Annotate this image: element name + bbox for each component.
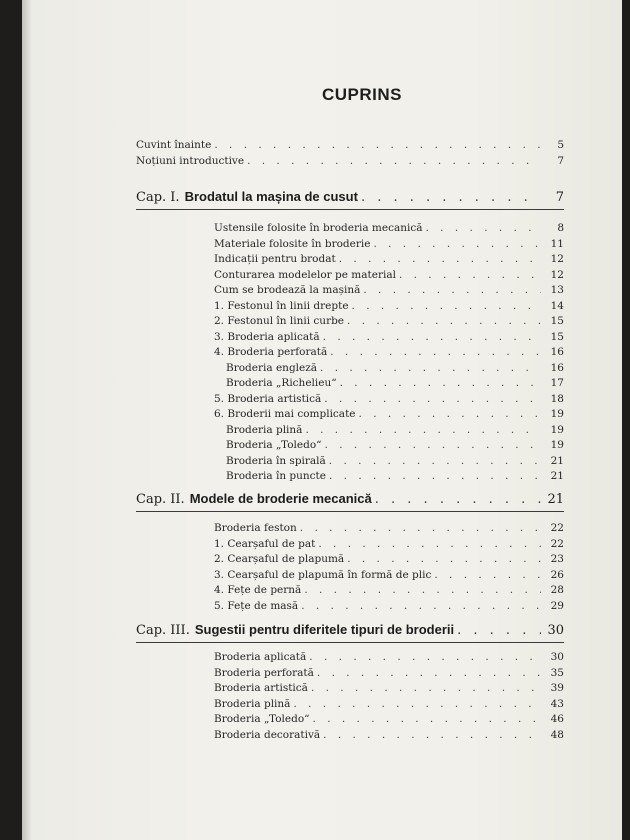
toc-entry-page: 19	[550, 408, 564, 420]
toc-entry-label: Broderia decorativă	[214, 728, 321, 741]
leader-dots	[323, 728, 541, 742]
leader-dots	[317, 666, 541, 680]
book-page	[22, 0, 622, 840]
toc-entry-label: 4. Fețe de pernă	[214, 584, 302, 596]
toc-entry-page: 22	[550, 522, 564, 534]
toc-entry-page: 16	[550, 361, 564, 374]
leader-dots	[434, 568, 541, 582]
leader-dots	[301, 599, 541, 613]
toc-entry	[214, 330, 564, 344]
toc-entry-page: 46	[550, 713, 564, 725]
toc-entry-label: 4. Broderia perforată	[214, 346, 328, 358]
toc-entry-label: Broderia plină	[214, 697, 291, 710]
toc-entry-page: 15	[550, 330, 564, 343]
toc-entry	[226, 469, 564, 483]
toc-entry	[214, 568, 564, 582]
toc-entry	[214, 237, 564, 251]
toc-entry-page: 19	[550, 439, 564, 451]
leader-dots	[214, 138, 541, 152]
toc-entry-page: 21	[550, 470, 564, 482]
toc-entry-page: 35	[550, 666, 564, 679]
toc-entry-page: 11	[550, 237, 564, 250]
toc-entry	[214, 697, 564, 711]
toc-entry	[226, 361, 564, 375]
toc-entry-label: Broderia engleză	[226, 361, 318, 374]
leader-dots	[293, 697, 541, 711]
toc-entry-label: Conturarea modelelor pe material	[214, 268, 396, 281]
leader-dots	[309, 650, 541, 664]
toc-entry-page: 13	[550, 284, 564, 296]
toc-entry-label: 2. Cearșaful de plapumă	[214, 553, 345, 565]
toc-entry-label: Broderia perforată	[214, 666, 314, 679]
toc-entry-label: Materiale folosite în broderie	[214, 237, 371, 250]
toc-entry-label: 3. Broderia aplicată	[214, 330, 320, 343]
toc-entry	[214, 552, 564, 566]
toc-entry-page: 5	[557, 139, 564, 151]
leader-dots	[329, 454, 541, 468]
chapter-page: 30	[547, 623, 564, 638]
toc-entry	[214, 345, 564, 359]
toc-entry-label: 2. Festonul în linii curbe	[214, 315, 345, 327]
toc-entry-page: 43	[550, 697, 564, 710]
toc-chapter-2	[136, 490, 564, 508]
leader-dots	[339, 252, 541, 266]
toc-entry	[214, 299, 564, 313]
toc-entry-intro-1	[136, 154, 564, 168]
toc-entry-label: Broderia aplicată	[214, 651, 307, 663]
toc-entry	[214, 599, 564, 613]
toc-entry	[226, 376, 564, 390]
toc-entry-label: Ustensile folosite în broderia mecanică	[214, 222, 423, 234]
toc-entry	[214, 268, 564, 282]
leader-dots	[340, 376, 541, 390]
toc-entry-page: 48	[550, 728, 564, 741]
leader-dots	[426, 221, 542, 235]
toc-entry-label: Broderia în spirală	[226, 454, 326, 467]
toc-entry-page: 26	[550, 568, 564, 581]
toc-entry	[214, 728, 564, 742]
toc-entry-label: Broderia feston	[214, 522, 297, 534]
leader-dots	[329, 469, 541, 483]
toc-entry-page: 7	[557, 155, 564, 167]
page-gutter-shadow	[22, 0, 32, 840]
toc-entry	[214, 314, 564, 328]
toc-entry	[214, 521, 564, 535]
leader-dots	[347, 552, 541, 566]
chapter-title: Modele de broderie mecanică	[189, 491, 372, 506]
toc-entry-label: 3. Cearșaful de plapumă în formă de plic	[214, 568, 432, 581]
toc-entry-page: 22	[550, 537, 564, 550]
toc-entry-label: Broderia plină	[226, 423, 303, 436]
leader-dots	[330, 345, 541, 359]
toc-entry	[214, 283, 564, 297]
chapter-title: Sugestii pentru diferitele tipuri de broderii	[194, 622, 455, 637]
toc-chapter-3	[136, 621, 564, 639]
toc-entry-label: 5. Broderia artistică	[214, 392, 322, 405]
toc-entry-page: 19	[550, 423, 564, 436]
toc-entry-label: Cuvint înainte	[136, 139, 212, 151]
toc-entry	[226, 438, 564, 452]
leader-dots	[320, 361, 541, 375]
toc-entry	[214, 221, 564, 235]
chapter-rule	[136, 209, 564, 210]
leader-dots	[361, 189, 541, 207]
toc-entry-label: Broderia „Richelieu“	[226, 377, 337, 389]
toc-entry-page: 29	[550, 599, 564, 612]
toc-entry-page: 14	[550, 299, 564, 312]
toc-entry-intro-0	[136, 138, 564, 152]
toc-entry	[226, 454, 564, 468]
toc-entry-label: 5. Fețe de masă	[214, 599, 299, 612]
toc-entry-page: 17	[550, 377, 564, 389]
toc-entry-page: 12	[550, 253, 564, 265]
toc-entry-page: 39	[550, 682, 564, 694]
chapter-rule	[136, 642, 564, 643]
toc-entry-page: 8	[557, 222, 564, 234]
toc-entry-label: Cum se brodează la mașină	[214, 284, 361, 296]
toc-entry	[214, 712, 564, 726]
leader-dots	[305, 423, 541, 437]
toc-entry-label: Noțiuni introductive	[136, 155, 245, 167]
leader-dots	[304, 583, 541, 597]
toc-entry-label: Indicații pentru brodat	[214, 253, 336, 265]
leader-dots	[375, 491, 541, 509]
leader-dots	[352, 299, 541, 313]
chapter-rule	[136, 511, 564, 512]
toc-entry	[214, 681, 564, 695]
leader-dots	[300, 521, 541, 535]
toc-entry-page: 30	[550, 651, 564, 663]
toc-entry	[214, 666, 564, 680]
leader-dots	[325, 438, 541, 452]
toc-entry-page: 28	[550, 584, 564, 596]
leader-dots	[457, 622, 541, 640]
toc-entry	[214, 407, 564, 421]
leader-dots	[324, 392, 541, 406]
toc-entry-page: 18	[550, 392, 564, 405]
leader-dots	[347, 314, 541, 328]
leader-dots	[399, 268, 541, 282]
toc-entry	[214, 583, 564, 597]
toc-entry-page: 21	[550, 454, 564, 467]
chapter-title: Brodatul la mașina de cusut	[184, 189, 358, 204]
toc-entry	[226, 423, 564, 437]
leader-dots	[247, 154, 541, 168]
toc-entry-label: Broderia artistică	[214, 682, 308, 694]
leader-dots	[359, 407, 541, 421]
toc-entry-label: 1. Cearșaful de pat	[214, 537, 316, 550]
toc-entry	[214, 392, 564, 406]
toc-entry	[214, 537, 564, 551]
chapter-page: 7	[555, 190, 564, 205]
toc-entry-label: 1. Festonul în linii drepte	[214, 299, 349, 312]
leader-dots	[311, 681, 541, 695]
leader-dots	[363, 283, 541, 297]
leader-dots	[318, 537, 541, 551]
toc-entry-page: 16	[550, 346, 564, 358]
toc-entry-page: 12	[550, 268, 564, 281]
leader-dots	[323, 330, 541, 344]
toc-entry-label: Broderia în puncte	[226, 470, 326, 482]
toc-entry-page: 23	[550, 553, 564, 565]
toc-entry	[214, 650, 564, 664]
chapter-number: Cap. I.	[136, 190, 180, 205]
toc-entry-label: 6. Broderii mai complicate	[214, 408, 356, 420]
chapter-page: 21	[547, 492, 564, 507]
chapter-number: Cap. III.	[136, 623, 190, 638]
toc-entry-label: Broderia „Toledo“	[214, 713, 310, 725]
leader-dots	[373, 237, 541, 251]
page-title: CUPRINS	[321, 85, 402, 104]
toc-entry-label: Broderia „Toledo“	[226, 439, 322, 451]
leader-dots	[313, 712, 541, 726]
toc-entry-page: 15	[550, 315, 564, 327]
toc-chapter-1	[136, 188, 564, 206]
toc-entry	[214, 252, 564, 266]
chapter-number: Cap. II.	[136, 492, 185, 507]
